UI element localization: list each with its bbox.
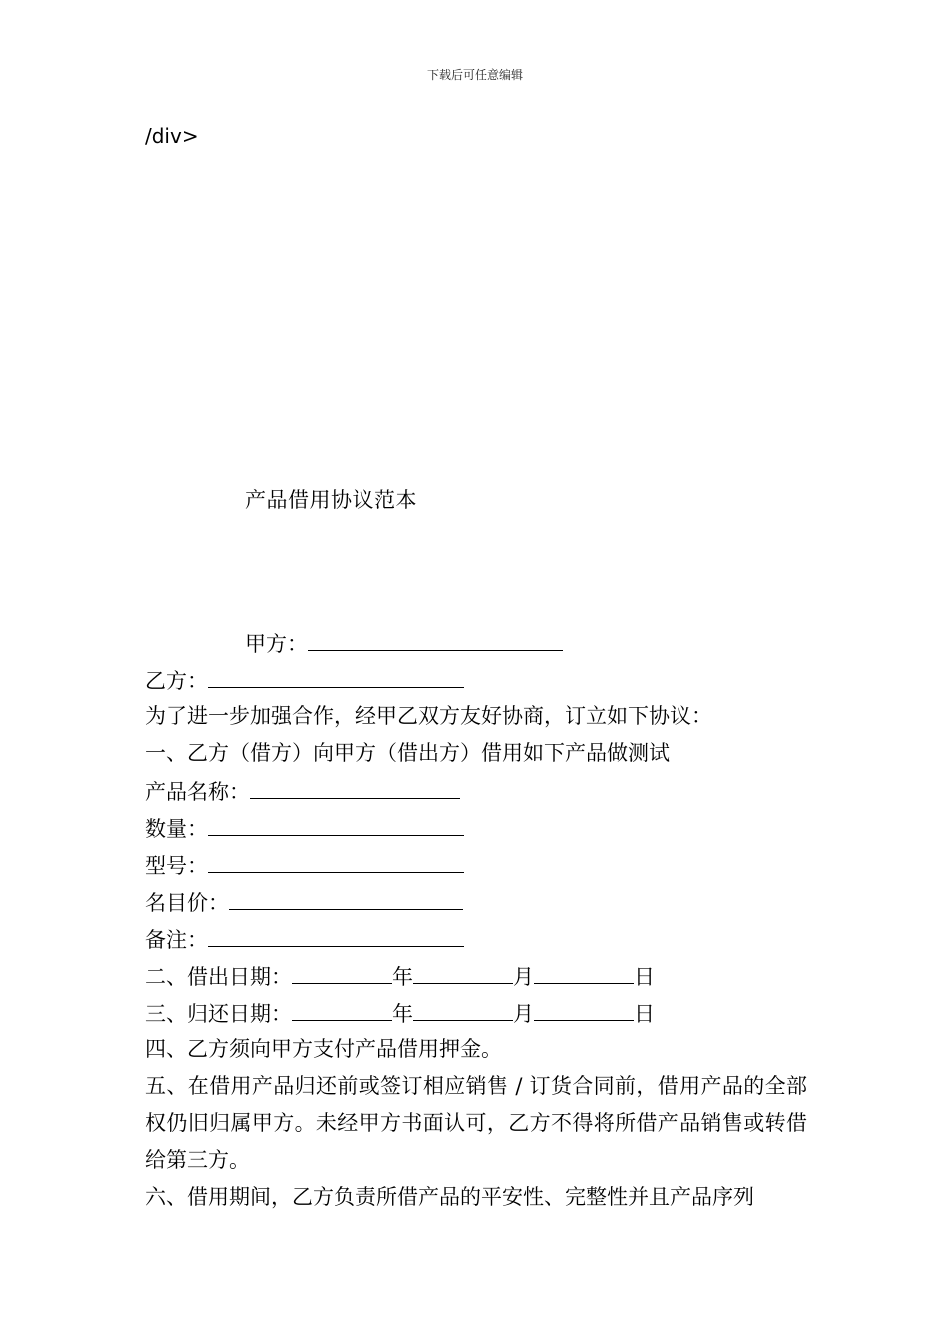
clause-6: 六、借用期间，乙方负责所借产品的平安性、完整性并且产品序列: [145, 1185, 754, 1209]
return-year-blank[interactable]: [292, 994, 392, 1021]
loan-year-blank[interactable]: [292, 957, 392, 984]
return-day-label: 日: [634, 1002, 655, 1026]
quantity-line: [145, 809, 464, 846]
clause-3-line: [145, 994, 655, 1031]
list-price-label: 名目价：: [145, 891, 229, 915]
product-name-line: [145, 772, 460, 809]
loan-month-label: 月: [513, 965, 534, 989]
return-month-blank[interactable]: [413, 994, 513, 1021]
loan-day-label: 日: [634, 965, 655, 989]
party-b-label: 乙方：: [145, 669, 208, 693]
clause-2-label: 二、借出日期：: [145, 965, 292, 989]
party-b-line: [145, 661, 464, 698]
return-month-label: 月: [513, 1002, 534, 1026]
party-b-blank[interactable]: [208, 661, 464, 688]
clause-1: 一、乙方（借方）向甲方（借出方）借用如下产品做测试: [145, 741, 670, 765]
list-price-blank[interactable]: [229, 883, 463, 910]
remarks-line: [145, 920, 464, 957]
clause-2-line: [145, 957, 655, 994]
loan-day-blank[interactable]: [534, 957, 634, 984]
remarks-blank[interactable]: [208, 920, 464, 947]
party-a-line: [245, 624, 563, 661]
party-a-label: 甲方：: [245, 632, 308, 656]
clause-3-label: 三、归还日期：: [145, 1002, 292, 1026]
quantity-label: 数量：: [145, 817, 208, 841]
loan-month-blank[interactable]: [413, 957, 513, 984]
intro-paragraph: 为了进一步加强合作，经甲乙双方友好协商，订立如下协议：: [145, 704, 712, 728]
product-name-blank[interactable]: [250, 772, 460, 799]
document-title: 产品借用协议范本: [245, 488, 417, 512]
return-day-blank[interactable]: [534, 994, 634, 1021]
product-name-label: 产品名称：: [145, 780, 250, 804]
quantity-blank[interactable]: [208, 809, 464, 836]
list-price-line: [145, 883, 463, 920]
model-blank[interactable]: [208, 846, 464, 873]
clause-4: 四、乙方须向甲方支付产品借用押金。: [145, 1037, 502, 1061]
remarks-label: 备注：: [145, 928, 208, 952]
party-a-blank[interactable]: [308, 624, 563, 651]
stray-markup-text: /div>: [145, 124, 199, 148]
clause-5: 五、在借用产品归还前或签订相应销售 / 订货合同前，借用产品的全部权仍旧归属甲方。未经甲方书面认可，乙方不得将所借产品销售或转借给第三方。: [145, 1074, 807, 1172]
loan-year-label: 年: [392, 965, 413, 989]
model-line: [145, 846, 464, 883]
return-year-label: 年: [392, 1002, 413, 1026]
page-header: 下载后可任意编辑: [426, 68, 523, 82]
model-label: 型号：: [145, 854, 208, 878]
